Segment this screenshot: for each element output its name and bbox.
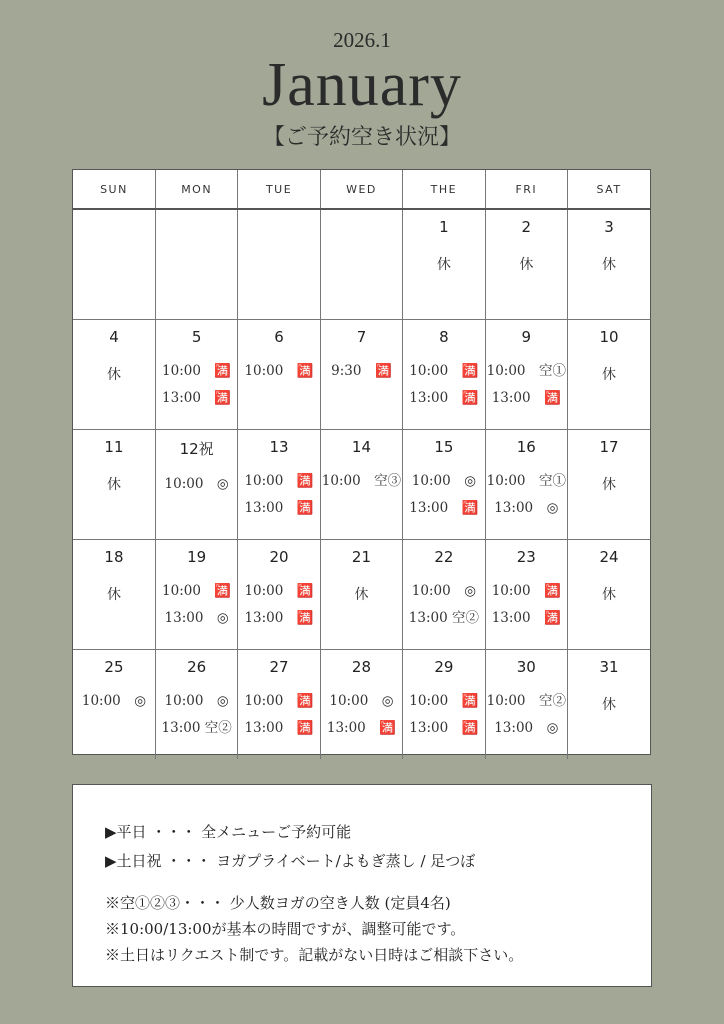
time-slot: 9:30 🈵 (331, 363, 392, 379)
slot-list (403, 468, 484, 522)
time-slot: 10:00 空③ (321, 473, 402, 489)
time-slot: 13:00 ◎ (494, 500, 559, 516)
calendar-day-cell (485, 430, 567, 540)
day-number: 24 (599, 548, 619, 566)
slot-list (238, 358, 319, 385)
slot-list (486, 358, 567, 412)
time-slot: 10:00 🈵 (244, 583, 314, 599)
slot-list (321, 468, 402, 495)
weekday-header-row (73, 170, 650, 209)
time-slot: 13:00 🈵 (244, 720, 314, 736)
calendar-day-cell (320, 430, 402, 540)
calendar-week-row (73, 650, 650, 760)
slot-list (403, 578, 484, 632)
calendar-day-cell (238, 540, 320, 650)
calendar-day-cell (485, 320, 567, 430)
closed-mark: 休 (602, 587, 617, 603)
day-number: 20 (269, 548, 289, 566)
time-slot: 13:00 🈵 (409, 720, 479, 736)
calendar-day-cell (568, 209, 650, 320)
slot-list (321, 688, 402, 742)
calendar-day-cell (403, 650, 485, 760)
day-number: 18 (104, 548, 124, 566)
calendar-week-row (73, 209, 650, 320)
legend-line-weekend: ▶土日祝 ・・・ ヨガプライベート/よもぎ蒸し / 足つぼ (105, 852, 476, 870)
slot-list (156, 358, 237, 412)
time-slot: 13:00 🈵 (491, 610, 561, 626)
day-number: 30 (516, 658, 536, 676)
calendar-day-cell (238, 209, 320, 320)
day-number: 29 (434, 658, 454, 676)
calendar-day-cell (403, 540, 485, 650)
slot-list (238, 578, 319, 632)
calendar-day-cell (155, 540, 237, 650)
calendar-table (73, 170, 650, 759)
day-number: 22 (434, 548, 454, 566)
day-number: 15 (434, 438, 454, 456)
calendar-day-cell (403, 209, 485, 320)
closed-mark: 休 (354, 587, 369, 603)
calendar-day-cell (568, 650, 650, 760)
calendar-day-cell (320, 540, 402, 650)
slot-list (403, 358, 484, 412)
calendar-day-cell (485, 540, 567, 650)
time-slot: 10:00 空② (486, 693, 567, 709)
closed-mark: 休 (602, 477, 617, 493)
calendar-day-cell (155, 209, 237, 320)
day-number: 4 (109, 328, 119, 346)
calendar-day-cell (568, 540, 650, 650)
day-number: 1 (439, 218, 449, 236)
time-slot: 10:00 🈵 (244, 693, 314, 709)
closed-mark: 休 (519, 257, 534, 273)
calendar-day-cell (485, 650, 567, 760)
day-number: 19 (187, 548, 207, 566)
slot-list (321, 358, 402, 385)
day-number: 7 (356, 328, 367, 346)
closed-mark: 休 (602, 257, 617, 273)
day-number: 6 (274, 328, 284, 346)
calendar-day-cell (73, 320, 155, 430)
time-slot: 10:00 ◎ (164, 693, 229, 709)
time-slot: 13:00 ◎ (164, 610, 229, 626)
time-slot: 13:00 🈵 (409, 500, 479, 516)
weekday-sat: SAT (568, 170, 650, 209)
time-slot: 10:00 🈵 (162, 583, 232, 599)
slot-list (238, 468, 319, 522)
calendar-day-cell (403, 430, 485, 540)
slot-list (156, 578, 237, 632)
time-slot: 13:00 ◎ (494, 720, 559, 736)
time-slot: 13:00 🈵 (162, 390, 232, 406)
calendar-day-cell (73, 540, 155, 650)
day-number: 28 (351, 658, 372, 676)
closed-mark: 休 (602, 367, 617, 383)
day-number: 25 (104, 658, 124, 676)
weekday-mon: MON (155, 170, 237, 209)
calendar-day-cell (403, 320, 485, 430)
time-slot: 10:00 空① (486, 473, 567, 489)
day-number: 27 (269, 658, 289, 676)
year-label: 2026.1 (333, 28, 391, 52)
time-slot: 13:00 🈵 (409, 390, 479, 406)
calendar-day-cell (73, 209, 155, 320)
closed-mark: 休 (106, 367, 121, 383)
time-slot: 10:00 🈵 (244, 473, 314, 489)
day-number: 13 (269, 438, 289, 456)
slot-list (238, 688, 319, 742)
weekday-fri: FRI (485, 170, 567, 209)
legend-note-capacity: ※空①②③・・・ 少人数ヨガの空き人数 (定員4名) (105, 894, 451, 912)
legend-note-request: ※土日はリクエスト制です。記載がない日時はご相談下さい。 (105, 946, 524, 964)
time-slot: 10:00 🈵 (491, 583, 561, 599)
calendar-day-cell (155, 430, 237, 540)
day-number: 8 (439, 328, 449, 346)
day-number: 12祝 (179, 440, 214, 458)
day-number: 11 (104, 438, 124, 456)
day-number: 31 (599, 658, 619, 676)
time-slot: 10:00 ◎ (164, 476, 229, 492)
day-number: 2 (521, 218, 532, 236)
legend-note-time: ※10:00/13:00が基本の時間ですが、調整可能です。 (105, 920, 466, 938)
calendar-day-cell (320, 320, 402, 430)
weekday-sun: SUN (73, 170, 155, 209)
time-slot: 13:00 空② (408, 610, 479, 626)
calendar-week-row (73, 320, 650, 430)
slot-list (156, 688, 237, 742)
calendar-day-cell (155, 650, 237, 760)
closed-mark: 休 (436, 257, 451, 273)
calendar-day-cell (73, 430, 155, 540)
day-number: 21 (351, 548, 372, 566)
time-slot: 10:00 ◎ (81, 693, 147, 709)
time-slot: 13:00 🈵 (244, 610, 314, 626)
day-number: 9 (521, 328, 532, 346)
calendar-day-cell (238, 650, 320, 760)
slot-list (403, 688, 484, 742)
closed-mark: 休 (106, 477, 121, 493)
month-title: January (262, 51, 462, 119)
time-slot: 13:00 🈵 (244, 500, 314, 516)
calendar-body (73, 209, 650, 759)
day-number: 16 (516, 438, 536, 456)
slot-list (156, 471, 237, 498)
day-number: 5 (191, 328, 202, 346)
calendar-day-cell (238, 320, 320, 430)
closed-mark: 休 (602, 697, 617, 713)
day-number: 23 (516, 548, 536, 566)
calendar-day-cell (320, 209, 402, 320)
calendar-day-cell (568, 430, 650, 540)
time-slot: 10:00 🈵 (162, 363, 232, 379)
time-slot: 13:00 空② (161, 720, 232, 736)
day-number: 26 (187, 658, 207, 676)
time-slot: 10:00 🈵 (409, 693, 479, 709)
day-number: 14 (351, 438, 372, 456)
calendar-day-cell (485, 209, 567, 320)
calendar-day-cell (155, 320, 237, 430)
calendar-week-row (73, 540, 650, 650)
time-slot: 10:00 ◎ (329, 693, 394, 709)
weekday-the: THE (403, 170, 485, 209)
weekday-wed: WED (320, 170, 402, 209)
time-slot: 10:00 🈵 (409, 363, 479, 379)
calendar-day-cell (73, 650, 155, 760)
time-slot: 10:00 🈵 (244, 363, 314, 379)
legend-box (72, 784, 652, 987)
calendar-day-cell (568, 320, 650, 430)
time-slot: 10:00 ◎ (411, 473, 476, 489)
slot-list (486, 578, 567, 632)
calendar-day-cell (238, 430, 320, 540)
slot-list (486, 688, 567, 742)
weekday-tue: TUE (238, 170, 320, 209)
slot-list (73, 688, 155, 715)
slot-list (486, 468, 567, 522)
calendar-week-row (73, 430, 650, 540)
time-slot: 10:00 空① (486, 363, 567, 379)
legend-line-weekday: ▶平日 ・・・ 全メニューご予約可能 (105, 823, 352, 841)
time-slot: 10:00 ◎ (411, 583, 476, 599)
time-slot: 13:00 🈵 (491, 390, 561, 406)
time-slot: 13:00 🈵 (326, 720, 397, 736)
day-number: 10 (599, 328, 619, 346)
day-number: 17 (599, 438, 619, 456)
day-number: 3 (604, 218, 614, 236)
calendar (72, 169, 651, 755)
page-subtitle: 【ご予約空き状況】 (262, 125, 461, 150)
calendar-day-cell (320, 650, 402, 760)
closed-mark: 休 (106, 587, 121, 603)
